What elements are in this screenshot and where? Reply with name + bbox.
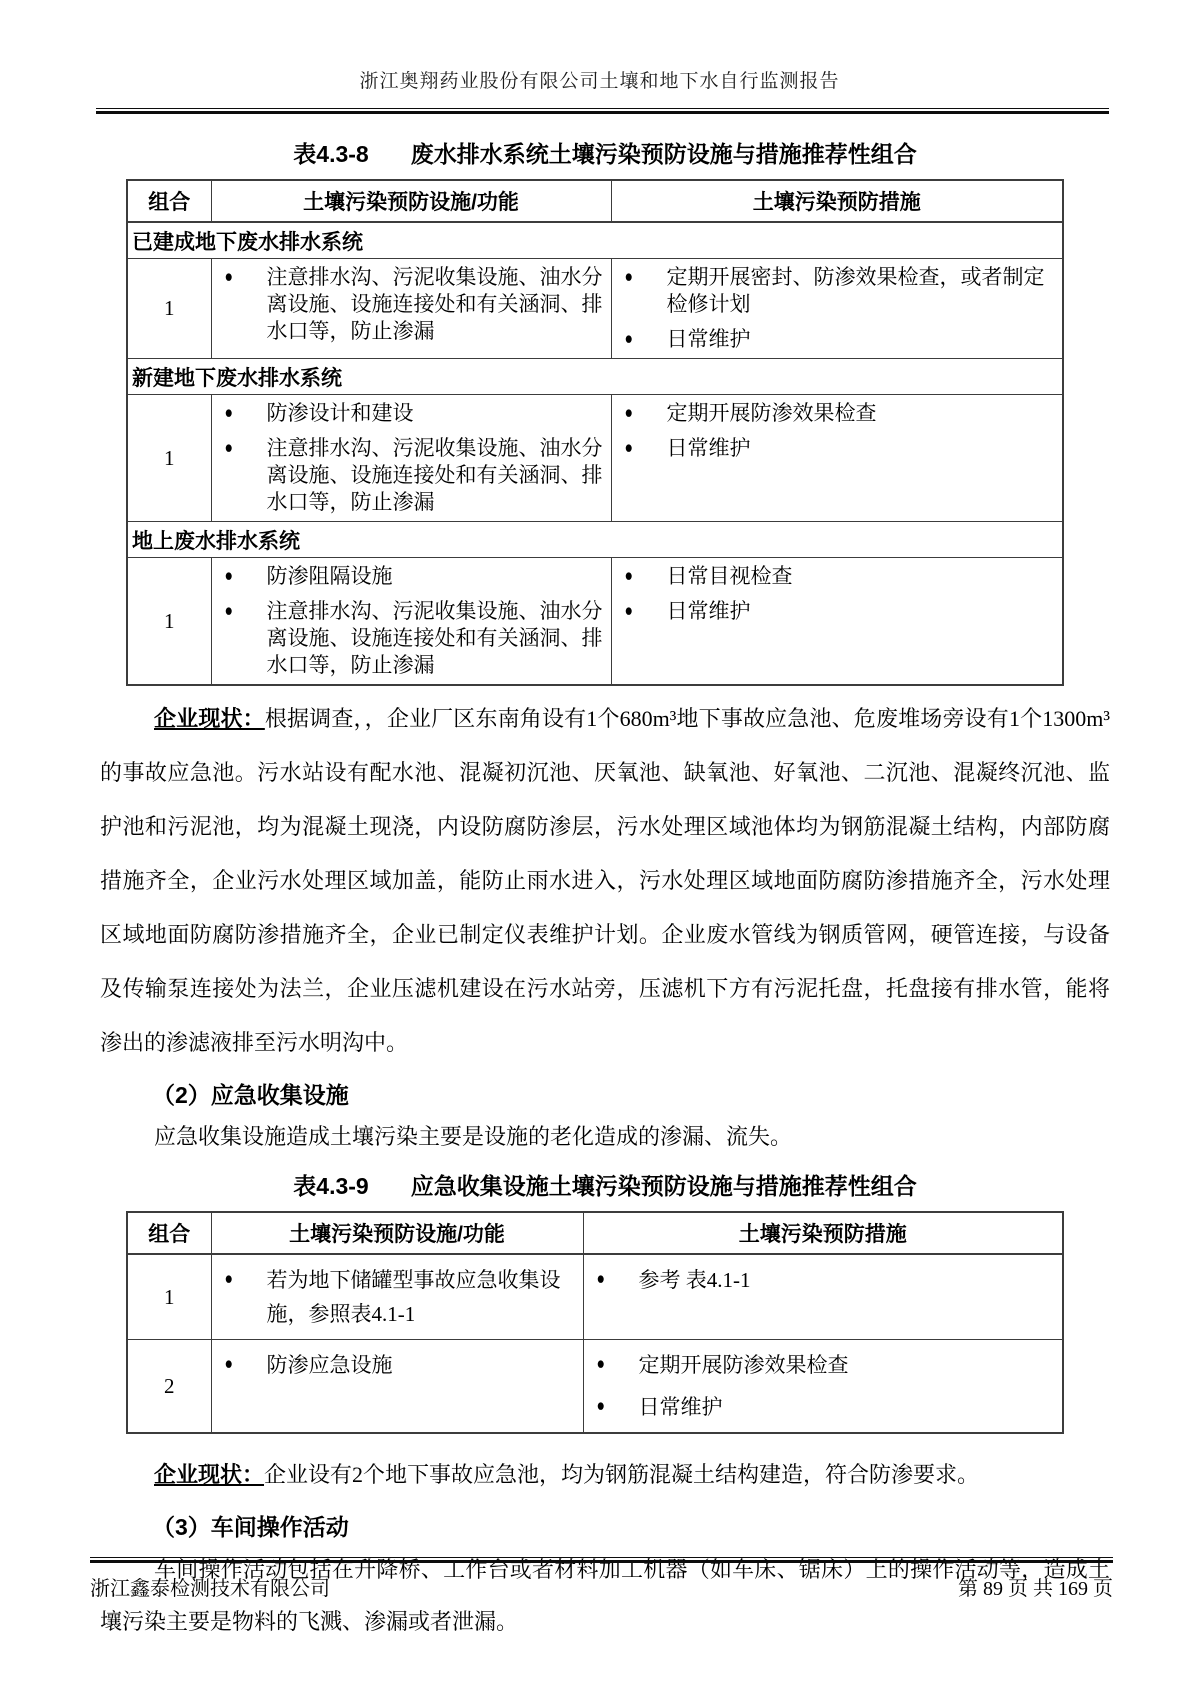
column-header: 土壤污染预防措施	[611, 180, 1063, 222]
column-header: 土壤污染预防设施/功能	[211, 180, 611, 222]
combo-cell: 1	[127, 558, 211, 686]
combo-cell: 1	[127, 259, 211, 359]
table2-title	[100, 1168, 1110, 1201]
bullet-icon: ●	[596, 1270, 605, 1289]
bullet-icon: ●	[624, 330, 633, 349]
bullet-text: 日常维护	[666, 599, 751, 623]
footer-rule	[90, 1557, 1113, 1563]
bullet-text: 定期开展防渗效果检查	[638, 1353, 849, 1377]
footer-row	[90, 1572, 1113, 1601]
emergency-collection-table	[126, 1211, 1064, 1434]
table-section-header: 地上废水排水系统	[127, 522, 1063, 558]
table-cell	[211, 395, 611, 522]
status-paragraph-2	[100, 1448, 1110, 1502]
bullet-text: 防渗设计和建设	[266, 401, 414, 425]
bullet-icon: ●	[224, 602, 233, 621]
section-heading-3: （3）车间操作活动	[152, 1514, 349, 1540]
footer-page-number: 第 89 页 共 169 页	[958, 1578, 1113, 1600]
page-content	[0, 136, 1199, 1648]
bullet-text: 注意排水沟、污泥收集设施、油水分离设施、设施连接处和有关涵洞、排水口等，防止渗漏	[266, 436, 603, 514]
bullet-text: 注意排水沟、污泥收集设施、油水分离设施、设施连接处和有关涵洞、排水口等，防止渗漏	[266, 265, 603, 343]
bullet-text: 日常维护	[666, 327, 751, 351]
bullet-item	[584, 1263, 1055, 1297]
bullet-item	[584, 1348, 1055, 1382]
bullet-icon: ●	[224, 439, 233, 458]
bullet-icon: ●	[624, 602, 633, 621]
bullet-text: 防渗阻隔设施	[266, 564, 393, 588]
table1-label: 表4.3-8	[293, 141, 369, 167]
table1-title	[100, 136, 1110, 169]
combo-cell: 1	[127, 395, 211, 522]
table2-title-text: 应急收集设施土壤污染预防设施与措施推荐性组合	[410, 1173, 917, 1199]
combo-cell: 1	[127, 1254, 211, 1340]
bullet-icon: ●	[224, 268, 233, 287]
status-text-1: 根据调查，，企业厂区东南角设有1个680m³地下事故应急池、危废堆场旁设有1个1300m³的事故应急池。污水站设有配水池、混凝初沉池、厌氧池、缺氧池、好氧池、二沉池、混凝终沉池、监护池和污泥池，均为混凝土现浇，内设防腐防渗层，污水处理区域池体均为钢筋混凝土结构，内部防腐措施齐全，企业污水处理区域加盖，能防止雨水进入，污水处理区域地面防腐防渗措施齐全，污水处理区域地面防腐防渗措施齐全，企业已制定仪表维护计划。企业废水管线为钢质管网，硬管连接，与设备及传输泵连接处为法兰，企业压滤机建设在污水站旁，压滤机下方有污泥托盘，托盘接有排水管，能将渗出的渗滤液排至污水明沟中。	[100, 706, 1110, 1055]
column-header: 土壤污染预防设施/功能	[211, 1212, 583, 1254]
workshop-paragraph: 车间操作活动包括在升降桥、工作台或者材料加工机器（如车床、锯床）上的操作活动等，造成土壤污染主要是物料的飞溅、渗漏或者泄漏。	[100, 1557, 1110, 1634]
table-cell	[611, 259, 1063, 359]
bullet-item	[584, 1390, 1055, 1424]
column-header: 组合	[127, 1212, 211, 1254]
bullet-item	[612, 598, 1055, 625]
header-rule	[96, 108, 1109, 114]
bullet-text: 日常目视检查	[666, 564, 793, 588]
bullet-item	[212, 1263, 575, 1331]
table-row	[127, 1254, 1063, 1340]
wastewater-drainage-table	[126, 179, 1064, 686]
footer-company: 浙江鑫泰检测技术有限公司	[90, 1578, 330, 1600]
bullet-icon: ●	[224, 404, 233, 423]
bullet-text: 定期开展密封、防渗效果检查，或者制定检修计划	[666, 265, 1045, 316]
bullet-icon: ●	[224, 1270, 233, 1289]
bullet-item	[212, 563, 603, 590]
bullet-icon: ●	[596, 1397, 605, 1416]
bullet-icon: ●	[624, 404, 633, 423]
bullet-text: 定期开展防渗效果检查	[666, 401, 877, 425]
bullet-icon: ●	[224, 1355, 233, 1374]
bullet-text: 参考 表4.1-1	[638, 1268, 751, 1292]
table-row	[127, 395, 1063, 522]
bullet-icon: ●	[596, 1355, 605, 1374]
bullet-item	[612, 264, 1055, 318]
bullet-icon: ●	[224, 567, 233, 586]
page-header-title: 浙江奥翔药业股份有限公司土壤和地下水自行监测报告	[359, 71, 840, 92]
emergency-intro-paragraph: 应急收集设施造成土壤污染主要是设施的老化造成的渗漏、流失。	[154, 1124, 793, 1149]
bullet-icon: ●	[624, 268, 633, 287]
bullet-icon: ●	[624, 567, 633, 586]
bullet-item	[212, 1348, 575, 1382]
bullet-item	[212, 598, 603, 679]
table-row	[127, 558, 1063, 686]
column-header: 组合	[127, 180, 211, 222]
table-cell	[583, 1254, 1063, 1340]
page-footer	[90, 1557, 1113, 1601]
bullet-item	[612, 326, 1055, 353]
bullet-item	[612, 435, 1055, 462]
bullet-text: 若为地下储罐型事故应急收集设施，参照表4.1-1	[266, 1268, 561, 1326]
table-cell	[211, 1340, 583, 1434]
table-section-header: 已建成地下废水排水系统	[127, 222, 1063, 259]
column-header: 土壤污染预防措施	[583, 1212, 1063, 1254]
table-cell	[211, 558, 611, 686]
bullet-text: 防渗应急设施	[266, 1353, 393, 1377]
table-section-row	[127, 222, 1063, 259]
table1-title-text: 废水排水系统土壤污染预防设施与措施推荐性组合	[410, 141, 917, 167]
table-cell	[611, 558, 1063, 686]
section-heading-2: （2）应急收集设施	[152, 1082, 349, 1108]
table-section-row	[127, 359, 1063, 395]
status-paragraph-1	[100, 692, 1110, 1070]
table-cell	[211, 1254, 583, 1340]
table-section-header: 新建地下废水排水系统	[127, 359, 1063, 395]
table-cell	[583, 1340, 1063, 1434]
status-text-2: 企业设有2个地下事故应急池，均为钢筋混凝土结构建造，符合防渗要求。	[264, 1462, 980, 1487]
status-lead-2: 企业现状：	[154, 1462, 265, 1487]
table2-label: 表4.3-9	[293, 1173, 369, 1199]
bullet-text: 日常维护	[638, 1395, 723, 1419]
table-row	[127, 1340, 1063, 1434]
bullet-item	[212, 400, 603, 427]
bullet-text: 注意排水沟、污泥收集设施、油水分离设施、设施连接处和有关涵洞、排水口等，防止渗漏	[266, 599, 603, 677]
table-cell	[611, 395, 1063, 522]
table-section-row	[127, 522, 1063, 558]
bullet-item	[612, 400, 1055, 427]
combo-cell: 2	[127, 1340, 211, 1434]
table-row	[127, 259, 1063, 359]
bullet-item	[212, 264, 603, 345]
table-header-row	[127, 180, 1063, 222]
bullet-item	[212, 435, 603, 516]
table-cell	[211, 259, 611, 359]
bullet-item	[612, 563, 1055, 590]
bullet-text: 日常维护	[666, 436, 751, 460]
status-lead-1: 企业现状：	[154, 706, 265, 731]
table-header-row	[127, 1212, 1063, 1254]
bullet-icon: ●	[624, 439, 633, 458]
